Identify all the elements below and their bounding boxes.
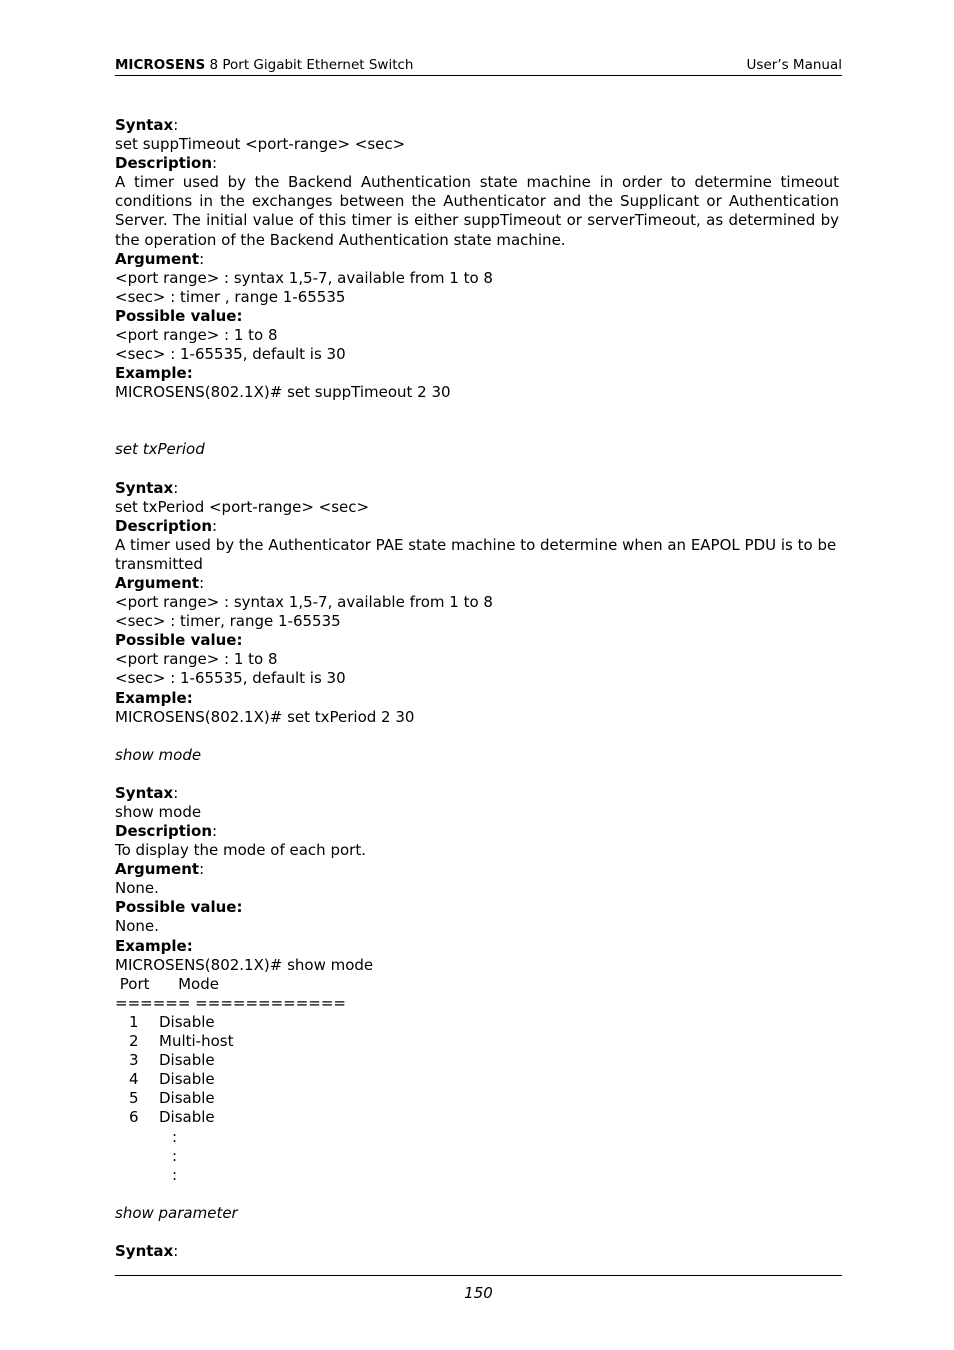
mode-example: MICROSENS(802.1X)# show mode	[115, 955, 374, 974]
table-row	[115, 1051, 839, 1070]
table-row	[115, 1070, 839, 1089]
mode-description-heading: Description:	[115, 822, 218, 840]
tx-description-1: A timer used by the Authenticator PAE state machine to determine when an EAPOL PDU is to be	[115, 535, 837, 554]
table-row	[115, 1089, 839, 1108]
header-title	[115, 57, 413, 73]
port-cell: 4	[129, 1070, 139, 1089]
spacer	[115, 765, 839, 784]
tx-description-heading: Description:	[115, 516, 218, 535]
supp-description-heading: Description:	[115, 154, 218, 173]
mode-table-rule: ====== ============	[115, 993, 346, 1012]
mode-syntax-label: Syntax	[115, 783, 174, 802]
mode-syntax-heading: Syntax:	[115, 783, 179, 802]
mode-cell: Multi-host	[159, 1032, 234, 1051]
mode-argument-heading: Argument:	[115, 860, 205, 879]
param-syntax-label: Syntax	[115, 1241, 174, 1260]
mode-table-body	[115, 1013, 839, 1128]
tx-example: MICROSENS(802.1X)# set txPeriod 2 30	[115, 707, 415, 726]
supp-example-label: Example:	[115, 364, 193, 383]
spacer	[115, 1223, 839, 1242]
mode-cell: Disable	[159, 1051, 215, 1070]
spacer	[115, 460, 839, 479]
mode-example-label: Example:	[115, 936, 193, 955]
page-number: 150	[464, 1284, 493, 1302]
supp-example: MICROSENS(802.1X)# set suppTimeout 2 30	[115, 383, 451, 402]
supp-description: A timer used by the Backend Authentication state machine in order to determine timeout conditions in the exchanges between the Authenticator and the Supplicant or Authentication Server. The initial value of this timer is either suppTimeout or serverTimeout, as determined by the operation of the Backend Authentication state machine.	[115, 173, 839, 249]
param-title: show parameter	[115, 1203, 238, 1222]
tx-syntax-heading: Syntax:	[115, 478, 179, 497]
supp-argument-label: Argument	[115, 249, 200, 268]
continuation-dot: :	[172, 1146, 178, 1165]
tx-argument-1: <port range> : syntax 1,5-7, available from 1 to 8	[115, 593, 493, 612]
supp-possible-1: <port range> : 1 to 8	[115, 326, 278, 345]
mode-possible-label: Possible value:	[115, 898, 243, 917]
tx-possible-label: Possible value:	[115, 631, 243, 650]
supp-syntax: set suppTimeout <port-range> <sec>	[115, 135, 406, 154]
continuation-dot: :	[172, 1165, 178, 1184]
continuation-dot: :	[172, 1127, 178, 1146]
supp-possible-2: <sec> : 1-65535, default is 30	[115, 345, 346, 364]
tx-description-2: transmitted	[115, 554, 203, 573]
supp-description-label: Description	[115, 154, 213, 173]
tx-argument-heading: Argument:	[115, 573, 205, 592]
tx-example-label: Example:	[115, 688, 193, 707]
supp-argument-heading: Argument:	[115, 249, 205, 268]
port-cell: 5	[129, 1089, 139, 1108]
supp-syntax-label: Syntax	[115, 116, 174, 134]
spacer	[115, 1185, 839, 1204]
supp-syntax-heading: Syntax:	[115, 116, 179, 134]
header-product: 8 Port Gigabit Ethernet Switch	[205, 57, 414, 73]
mode-cell: Disable	[159, 1012, 215, 1031]
mode-syntax: show mode	[115, 802, 202, 821]
tx-argument-label: Argument	[115, 573, 200, 592]
supp-argument-2: <sec> : timer , range 1-65535	[115, 287, 346, 306]
spacer	[115, 727, 839, 746]
tx-possible-2: <sec> : 1-65535, default is 30	[115, 669, 346, 688]
tx-argument-2: <sec> : timer, range 1-65535	[115, 612, 341, 631]
mode-table-header: Port Mode	[115, 974, 219, 993]
supp-argument-1: <port range> : syntax 1,5-7, available from 1 to 8	[115, 268, 493, 287]
page-content	[115, 116, 839, 1261]
port-cell: 1	[129, 1012, 139, 1031]
spacer	[115, 402, 839, 440]
param-syntax-heading: Syntax:	[115, 1241, 179, 1260]
mode-possible: None.	[115, 917, 159, 936]
port-cell: 2	[129, 1032, 139, 1051]
tx-description-label: Description	[115, 516, 213, 535]
table-row	[115, 1013, 839, 1032]
tx-title: set txPeriod	[115, 440, 205, 459]
tx-possible-1: <port range> : 1 to 8	[115, 650, 278, 669]
mode-cell: Disable	[159, 1089, 215, 1108]
port-cell: 6	[129, 1108, 139, 1127]
header-brand: MICROSENS	[115, 57, 206, 73]
mode-cell: Disable	[159, 1108, 215, 1127]
port-cell: 3	[129, 1051, 139, 1070]
tx-syntax-label: Syntax	[115, 478, 174, 497]
tx-syntax: set txPeriod <port-range> <sec>	[115, 497, 370, 516]
footer-rule	[115, 1275, 842, 1276]
mode-description: To display the mode of each port.	[115, 841, 366, 860]
page-header	[115, 57, 842, 76]
mode-cell: Disable	[159, 1070, 215, 1089]
table-row	[115, 1032, 839, 1051]
supp-possible-label: Possible value:	[115, 306, 243, 325]
table-row	[115, 1108, 839, 1127]
mode-argument: None.	[115, 879, 159, 898]
mode-argument-label: Argument	[115, 860, 200, 879]
header-manual: User’s Manual	[746, 57, 842, 73]
mode-description-label: Description	[115, 822, 213, 840]
mode-title: show mode	[115, 745, 202, 764]
